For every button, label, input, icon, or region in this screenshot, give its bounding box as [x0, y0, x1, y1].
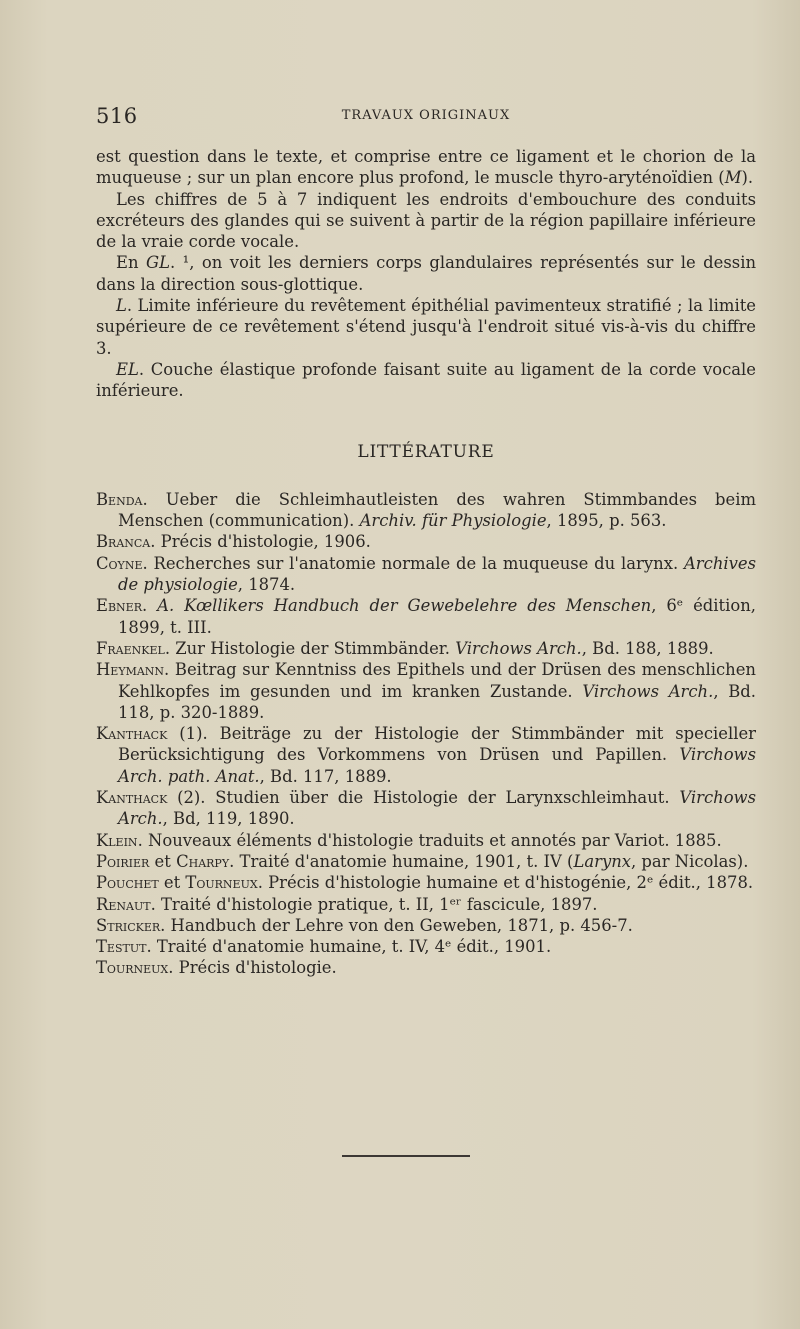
reference-item: Kanthack (1). Beiträge zu der Histologie der Stimmbänder mit specieller Berücksichtigung des Vorkommens von Drüsen und Papillen. Virchows Arch. path. Anat., Bd. 117, 1889.	[96, 724, 756, 786]
reference-item: Pouchet et Tourneux. Précis d'histologie humaine et d'histogénie, 2ᵉ édit., 1878.	[96, 873, 754, 893]
section-title: LITTÉRATURE	[357, 441, 495, 462]
running-head: TRAVAUX ORIGINAUX	[341, 108, 511, 123]
reference-item: Ebner. A. Kœllikers Handbuch der Gewebelehre des Menschen, 6ᵉ édition, 1899, t. III.	[96, 596, 756, 637]
reference-item: Coyne. Recherches sur l'anatomie normale de la muqueuse du larynx. Archives de physiologie, 1874.	[96, 553, 756, 595]
paragraph: Les chiffres de 5 à 7 indiquent les endroits d'embouchure des conduits excréteurs des glandes qui se suivent à partir de la région papillaire inférieure de la vraie corde vocale.	[96, 189, 756, 252]
page-body	[96, 146, 756, 979]
paragraph: En GL. ¹, on voit les derniers corps glandulaires représentés sur le dessin dans la direction sous-glottique.	[96, 253, 756, 294]
reference-item: Kanthack (2). Studien über die Histologie der Larynxschleimhaut. Virchows Arch., Bd, 119, 1890.	[96, 788, 756, 829]
paragraph: EL. Couche élastique profonde faisant suite au ligament de la corde vocale inférieure.	[96, 359, 756, 401]
reference-item: Testut. Traité d'anatomie humaine, t. IV, 4ᵉ édit., 1901.	[96, 937, 552, 957]
reference-item: Klein. Nouveaux éléments d'histologie traduits et annotés par Variot. 1885.	[96, 830, 722, 850]
reference-item: Benda. Ueber die Schleimhautleisten des wahren Stimmbandes beim Menschen (communication). Archiv. für Physiologie, 1895, p. 563.	[96, 489, 756, 531]
end-rule	[342, 1155, 470, 1157]
reference-item: Poirier et Charpy. Traité d'anatomie humaine, 1901, t. IV (Larynx, par Nicolas).	[96, 851, 749, 871]
paragraph: est question dans le texte, et comprise entre ce ligament et le chorion de la muqueuse ; sur un plan encore plus profond, le muscle thyro-aryténoïdien (M).	[96, 147, 756, 188]
page-number: 516	[96, 104, 138, 128]
paragraph: L. Limite inférieure du revêtement épithélial pavimenteux stratifié ; la limite supérieure de ce revêtement s'étend jusqu'à l'endroit situé vis-à-vis du chiffre 3.	[96, 296, 756, 358]
reference-item: Tourneux. Précis d'histologie.	[96, 958, 337, 978]
page-header	[96, 104, 756, 132]
reference-item: Renaut. Traité d'histologie pratique, t. II, 1ᵉʳ fascicule, 1897.	[96, 894, 598, 914]
reference-item: Heymann. Beitrag sur Kenntniss des Epithels und der Drüsen des menschlichen Kehlkopfes im gesunden und im kranken Zustande. Virchows Arch., Bd. 118, p. 320-1889.	[96, 660, 756, 722]
reference-item: Branca. Précis d'histologie, 1906.	[96, 532, 371, 552]
reference-item: Fraenkel. Zur Histologie der Stimmbänder. Virchows Arch., Bd. 188, 1889.	[96, 638, 714, 658]
reference-item: Stricker. Handbuch der Lehre von den Geweben, 1871, p. 456-7.	[96, 915, 633, 935]
